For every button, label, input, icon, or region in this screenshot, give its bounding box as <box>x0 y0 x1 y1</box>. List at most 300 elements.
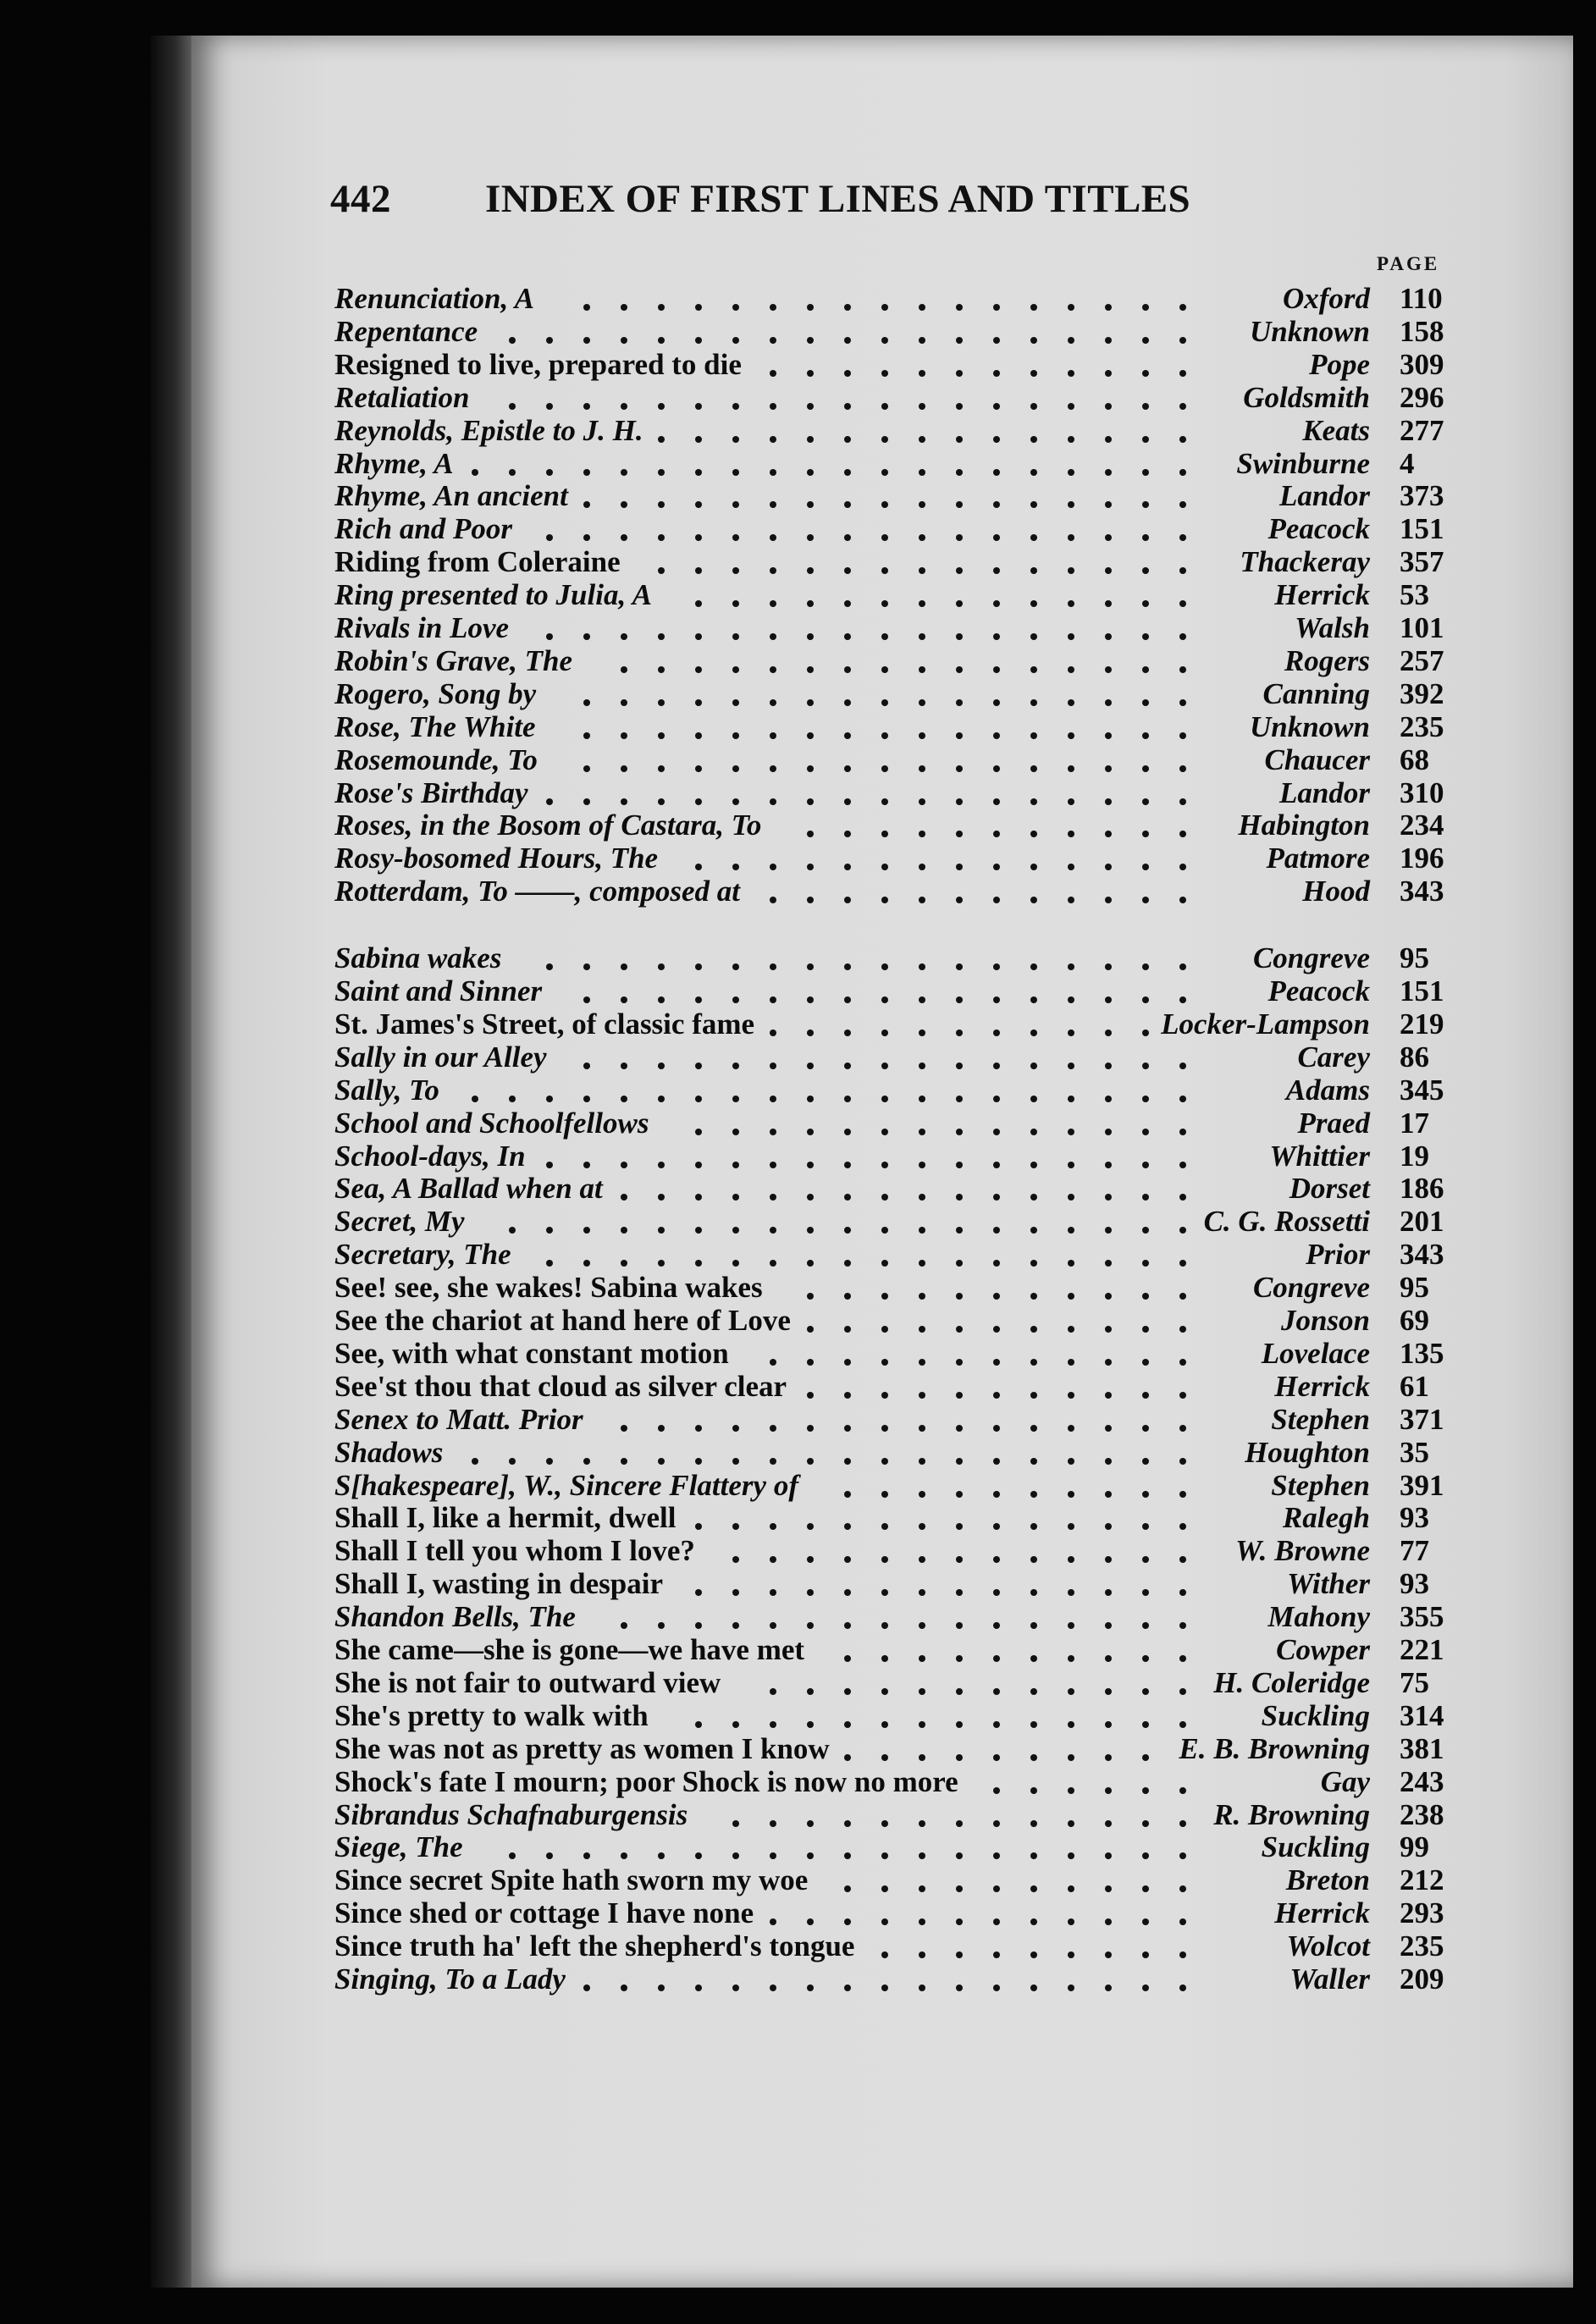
entry-title: School-days, In <box>334 1140 526 1173</box>
entry-title: Rich and Poor <box>334 512 513 545</box>
leader-dot <box>732 403 739 410</box>
leader-dot <box>658 1425 665 1432</box>
leader-dot <box>993 1491 1000 1498</box>
leader-dot <box>956 501 963 508</box>
leader-dot <box>993 1589 1000 1596</box>
entry-author: Walsh <box>1295 611 1370 644</box>
leader-dot <box>1142 1425 1149 1432</box>
leader-dot <box>807 1194 814 1201</box>
leader-dot <box>993 1556 1000 1563</box>
leader-dot <box>919 1885 925 1892</box>
leader-dot <box>844 1096 851 1102</box>
leader-dot <box>1179 304 1186 311</box>
entry-title: Sibrandus Schafnaburgensis <box>334 1798 688 1831</box>
leader-dot <box>956 1951 963 1958</box>
leader-dot <box>919 1556 925 1563</box>
leader-dot <box>583 1063 590 1069</box>
leader-dot <box>1030 1425 1037 1432</box>
leader-dot <box>807 963 814 970</box>
leader-dot <box>881 732 888 739</box>
leader-dot <box>1179 765 1186 772</box>
index-entry <box>334 942 1467 974</box>
entry-title: St. James's Street, of classic fame <box>334 1007 755 1041</box>
leader-dot <box>807 1820 814 1827</box>
leader-dot <box>770 403 776 410</box>
book-gutter <box>151 36 191 2288</box>
leader-dot <box>919 996 925 1003</box>
leader-dot <box>1030 765 1037 772</box>
leader-dot <box>881 1655 888 1662</box>
leader-dot <box>509 1227 516 1234</box>
leader-dot <box>1142 1951 1149 1958</box>
leader-dot <box>844 304 851 311</box>
leader-dot <box>844 1458 851 1465</box>
leader-dots <box>334 1766 1467 1798</box>
leader-dot <box>1142 765 1149 772</box>
leader-dot <box>807 831 814 837</box>
leader-dot <box>732 1458 739 1465</box>
entry-title: Renunciation, A <box>334 282 534 315</box>
entry-title: Resigned to live, prepared to die <box>334 348 742 381</box>
leader-dot <box>1068 1129 1074 1135</box>
leader-dot <box>770 1227 776 1234</box>
leader-dot <box>770 600 776 607</box>
leader-dot <box>695 534 702 541</box>
entry-page-number: 93 <box>1400 1567 1429 1600</box>
leader-dot <box>1105 831 1112 837</box>
leader-dots <box>334 415 1467 447</box>
entry-author: Whittier <box>1269 1140 1370 1173</box>
leader-dot <box>1030 1951 1037 1958</box>
leader-dot <box>695 567 702 574</box>
entry-author: Peacock <box>1267 974 1370 1007</box>
leader-dot <box>621 996 627 1003</box>
leader-dot <box>993 666 1000 673</box>
entry-title: Senex to Matt. Prior <box>334 1403 583 1436</box>
leader-dot <box>993 600 1000 607</box>
leader-dot <box>1030 633 1037 640</box>
leader-dot <box>621 1063 627 1069</box>
leader-dot <box>732 567 739 574</box>
leader-dot <box>993 1787 1000 1794</box>
leader-dot <box>844 1260 851 1267</box>
leader-dot <box>1142 897 1149 903</box>
entry-page-number: 392 <box>1400 677 1444 710</box>
leader-dot <box>881 1820 888 1827</box>
leader-dot <box>658 666 665 673</box>
leader-dot <box>1105 1852 1112 1859</box>
leader-dot <box>1142 1458 1149 1465</box>
leader-dot <box>807 469 814 476</box>
leader-dot <box>1068 1162 1074 1168</box>
leader-dot <box>844 1754 851 1761</box>
leader-dot <box>1105 1293 1112 1300</box>
leader-dot <box>807 666 814 673</box>
leader-dot <box>1068 1392 1074 1399</box>
leader-dot <box>732 1985 739 1991</box>
leader-dot <box>1142 1688 1149 1695</box>
leader-dot <box>1068 699 1074 706</box>
leader-dot <box>1142 600 1149 607</box>
leader-dot <box>1179 798 1186 805</box>
leader-dot <box>770 1556 776 1563</box>
leader-dot <box>770 996 776 1003</box>
leader-dot <box>919 469 925 476</box>
leader-dot <box>1179 1194 1186 1201</box>
leader-dot <box>1179 1523 1186 1530</box>
entry-title: See! see, she wakes! Sabina wakes <box>334 1271 763 1304</box>
leader-dot <box>844 897 851 903</box>
entry-author: Carey <box>1297 1041 1370 1074</box>
index-entry <box>334 513 1467 545</box>
leader-dot <box>993 1655 1000 1662</box>
leader-dot <box>732 963 739 970</box>
leader-dot <box>956 1293 963 1300</box>
entry-title: She was not as pretty as women I know <box>334 1732 830 1765</box>
leader-dot <box>695 798 702 805</box>
entry-author: Adams <box>1285 1074 1370 1107</box>
leader-dot <box>919 1194 925 1201</box>
index-entry <box>334 1437 1467 1469</box>
leader-dot <box>844 1162 851 1168</box>
leader-dot <box>732 1721 739 1728</box>
leader-dot <box>1030 1030 1037 1036</box>
index-entry <box>334 744 1467 776</box>
leader-dot <box>1179 1918 1186 1925</box>
leader-dot <box>770 1852 776 1859</box>
entry-title: Rose's Birthday <box>334 776 528 809</box>
index-entry <box>334 975 1467 1007</box>
leader-dot <box>807 633 814 640</box>
leader-dot <box>919 1260 925 1267</box>
leader-dot <box>993 304 1000 311</box>
entry-author: Wolcot <box>1286 1929 1370 1962</box>
leader-dot <box>1142 436 1149 443</box>
leader-dot <box>1068 1030 1074 1036</box>
leader-dot <box>881 1951 888 1958</box>
leader-dot <box>881 1162 888 1168</box>
entry-title: Repentance <box>334 315 478 348</box>
leader-dot <box>919 1392 925 1399</box>
leader-dot <box>1030 1721 1037 1728</box>
leader-dot <box>956 831 963 837</box>
leader-dot <box>509 337 516 344</box>
leader-dot <box>844 1227 851 1234</box>
leader-dot <box>881 1392 888 1399</box>
leader-dot <box>1068 370 1074 377</box>
leader-dot <box>1068 1556 1074 1563</box>
leader-dot <box>1030 1852 1037 1859</box>
entry-page-number: 373 <box>1400 479 1444 512</box>
leader-dot <box>1142 831 1149 837</box>
leader-dot <box>993 732 1000 739</box>
leader-dot <box>844 1293 851 1300</box>
leader-dot <box>1142 1392 1149 1399</box>
leader-dot <box>1179 370 1186 377</box>
leader-dot <box>583 633 590 640</box>
entry-page-number: 86 <box>1400 1041 1429 1074</box>
leader-dot <box>732 798 739 805</box>
leader-dot <box>881 1885 888 1892</box>
entry-page-number: 343 <box>1400 875 1444 908</box>
leader-dot <box>919 1721 925 1728</box>
leader-dot <box>1068 666 1074 673</box>
leader-dot <box>1068 1359 1074 1366</box>
leader-dot <box>770 304 776 311</box>
leader-dot <box>1142 1852 1149 1859</box>
entry-page-number: 151 <box>1400 512 1444 545</box>
leader-dot <box>546 963 553 970</box>
index-entry <box>334 480 1467 512</box>
leader-dot <box>695 765 702 772</box>
leader-dot <box>1105 567 1112 574</box>
leader-dot <box>844 798 851 805</box>
leader-dot <box>770 798 776 805</box>
leader-dot <box>807 1721 814 1728</box>
leader-dot <box>1068 1688 1074 1695</box>
leader-dot <box>807 304 814 311</box>
leader-dot <box>1068 1787 1074 1794</box>
leader-dot <box>621 1162 627 1168</box>
leader-dot <box>732 765 739 772</box>
entry-page-number: 277 <box>1400 414 1444 447</box>
leader-dot <box>844 1985 851 1991</box>
leader-dot <box>695 1227 702 1234</box>
leader-dot <box>621 534 627 541</box>
leader-dot <box>993 1721 1000 1728</box>
leader-dot <box>1030 1293 1037 1300</box>
leader-dot <box>621 1425 627 1432</box>
leader-dot <box>546 337 553 344</box>
leader-dot <box>807 699 814 706</box>
leader-dot <box>844 1030 851 1036</box>
leader-dot <box>1030 831 1037 837</box>
leader-dot <box>1105 1985 1112 1991</box>
leader-dot <box>1068 337 1074 344</box>
leader-dot <box>1105 403 1112 410</box>
leader-dot <box>621 501 627 508</box>
entry-title: Sally in our Alley <box>334 1041 547 1074</box>
index-entry <box>334 842 1467 875</box>
leader-dot <box>881 304 888 311</box>
leader-dot <box>881 1194 888 1201</box>
entry-author: Congreve <box>1252 1271 1370 1304</box>
leader-dot <box>993 1063 1000 1069</box>
leader-dot <box>1105 304 1112 311</box>
leader-dot <box>881 1096 888 1102</box>
leader-dot <box>844 1820 851 1827</box>
leader-dot <box>621 1985 627 1991</box>
leader-dot <box>583 1458 590 1465</box>
index-entry <box>334 777 1467 809</box>
page-number: 442 <box>330 177 391 221</box>
leader-dot <box>583 534 590 541</box>
leader-dot <box>1105 1063 1112 1069</box>
leader-dot <box>881 831 888 837</box>
index-entry <box>334 448 1467 480</box>
entry-author: Oxford <box>1282 282 1370 315</box>
leader-dot <box>770 1458 776 1465</box>
index-entry <box>334 1831 1467 1863</box>
index-entry <box>334 645 1467 677</box>
leader-dot <box>658 1852 665 1859</box>
leader-dot <box>956 897 963 903</box>
leader-dot <box>993 1227 1000 1234</box>
entry-page-number: 93 <box>1400 1501 1429 1534</box>
leader-dot <box>919 1359 925 1366</box>
leader-dot <box>1105 436 1112 443</box>
leader-dot <box>919 1951 925 1958</box>
leader-dot <box>732 1820 739 1827</box>
leader-dot <box>1142 1030 1149 1036</box>
leader-dot <box>583 337 590 344</box>
leader-dot <box>807 1392 814 1399</box>
leader-dot <box>1068 1227 1074 1234</box>
leader-dot <box>1142 1063 1149 1069</box>
leader-dot <box>1105 600 1112 607</box>
leader-dot <box>844 469 851 476</box>
leader-dot <box>1105 501 1112 508</box>
leader-dot <box>1030 1985 1037 1991</box>
leader-dot <box>881 403 888 410</box>
leader-dot <box>807 1523 814 1530</box>
leader-dot <box>770 732 776 739</box>
leader-dots <box>334 875 1467 908</box>
entry-page-number: 201 <box>1400 1205 1444 1238</box>
leader-dot <box>1030 864 1037 870</box>
leader-dot <box>1068 1820 1074 1827</box>
leader-dot <box>993 1129 1000 1135</box>
leader-dot <box>956 1030 963 1036</box>
leader-dot <box>695 1985 702 1991</box>
index-entry <box>334 1864 1467 1896</box>
leader-dot <box>956 963 963 970</box>
leader-dot <box>807 864 814 870</box>
leader-dot <box>1142 469 1149 476</box>
leader-dot <box>1030 1458 1037 1465</box>
leader-dot <box>732 1194 739 1201</box>
entry-title: Ring presented to Julia, A <box>334 578 653 611</box>
leader-dot <box>583 699 590 706</box>
leader-dot <box>658 403 665 410</box>
leader-dot <box>881 337 888 344</box>
leader-dot <box>1105 370 1112 377</box>
leader-dot <box>658 633 665 640</box>
leader-dot <box>770 1589 776 1596</box>
leader-dot <box>956 1260 963 1267</box>
leader-dot <box>807 436 814 443</box>
leader-dot <box>807 501 814 508</box>
index-entry <box>334 1700 1467 1732</box>
entry-title: She's pretty to walk with <box>334 1699 649 1732</box>
leader-dot <box>658 732 665 739</box>
leader-dot <box>695 1622 702 1629</box>
leader-dot <box>1068 963 1074 970</box>
leader-dot <box>881 1458 888 1465</box>
leader-dot <box>1105 1392 1112 1399</box>
index-entry <box>334 1074 1467 1107</box>
index-entry <box>334 1140 1467 1173</box>
leader-dot <box>881 798 888 805</box>
leader-dot <box>1030 436 1037 443</box>
leader-dot <box>881 1227 888 1234</box>
leader-dot <box>881 1622 888 1629</box>
leader-dot <box>1105 1458 1112 1465</box>
entry-page-number: 95 <box>1400 1271 1429 1304</box>
leader-dot <box>881 1359 888 1366</box>
leader-dot <box>919 1820 925 1827</box>
leader-dot <box>1105 666 1112 673</box>
entry-page-number: 234 <box>1400 809 1444 842</box>
leader-dot <box>993 337 1000 344</box>
entry-author: Herrick <box>1274 578 1370 611</box>
leader-dot <box>1105 1523 1112 1530</box>
leader-dot <box>770 337 776 344</box>
leader-dot <box>881 1030 888 1036</box>
leader-dot <box>807 1326 814 1333</box>
entry-title: Secret, My <box>334 1205 465 1238</box>
leader-dot <box>1179 337 1186 344</box>
leader-dot <box>621 798 627 805</box>
leader-dot <box>807 1359 814 1366</box>
leader-dot <box>844 1425 851 1432</box>
leader-dot <box>1105 1688 1112 1695</box>
leader-dot <box>956 436 963 443</box>
leader-dot <box>1179 1326 1186 1333</box>
leader-dot <box>919 534 925 541</box>
leader-dot <box>732 337 739 344</box>
leader-dot <box>807 534 814 541</box>
leader-dot <box>956 1721 963 1728</box>
index-entry <box>334 1963 1467 1996</box>
leader-dot <box>919 1162 925 1168</box>
leader-dot <box>1179 996 1186 1003</box>
leader-dot <box>881 1985 888 1991</box>
leader-dot <box>807 1688 814 1695</box>
leader-dot <box>1068 469 1074 476</box>
index-entry <box>334 1338 1467 1370</box>
leader-dot <box>1179 1392 1186 1399</box>
leader-dot <box>844 1852 851 1859</box>
leader-dot <box>956 1425 963 1432</box>
index-entry <box>334 1371 1467 1403</box>
entry-page-number: 186 <box>1400 1172 1444 1205</box>
leader-dot <box>1142 798 1149 805</box>
index-entry <box>334 1470 1467 1502</box>
entry-page-number: 257 <box>1400 644 1444 677</box>
leader-dot <box>1142 1162 1149 1168</box>
leader-dot <box>881 633 888 640</box>
leader-dot <box>1068 996 1074 1003</box>
leader-dot <box>1068 1885 1074 1892</box>
entry-title: Roses, in the Bosom of Castara, To <box>334 809 762 842</box>
leader-dot <box>1068 1260 1074 1267</box>
leader-dot <box>546 403 553 410</box>
entry-title: Shadows <box>334 1436 444 1469</box>
leader-dot <box>1179 732 1186 739</box>
leader-dot <box>658 337 665 344</box>
entry-author: Rogers <box>1284 644 1370 677</box>
entry-title: Riding from Coleraine <box>334 545 621 578</box>
leader-dot <box>1179 1359 1186 1366</box>
leader-dot <box>844 567 851 574</box>
leader-dot <box>732 1260 739 1267</box>
leader-dot <box>956 1556 963 1563</box>
entry-page-number: 345 <box>1400 1074 1444 1107</box>
leader-dot <box>956 337 963 344</box>
leader-dot <box>1105 633 1112 640</box>
entry-page-number: 69 <box>1400 1304 1429 1337</box>
